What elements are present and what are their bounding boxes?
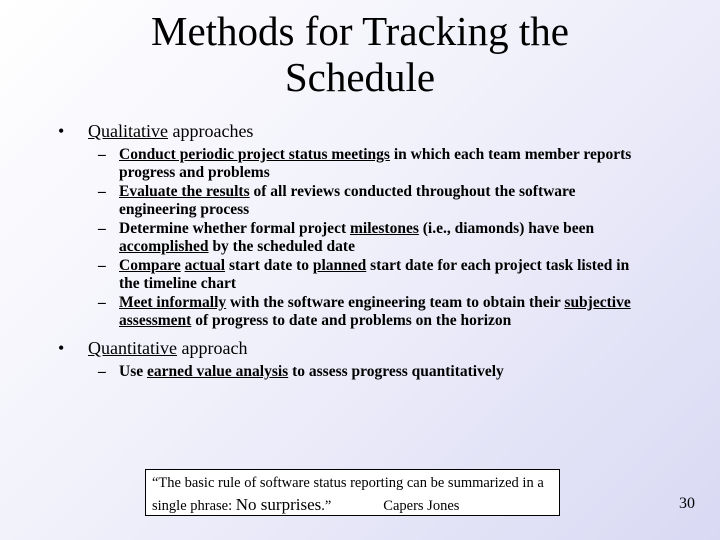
bullet-quantitative-rest: approach — [176, 338, 248, 358]
list-item — [58, 183, 649, 219]
list-item — [58, 363, 649, 381]
list-item-emphasis: planned — [312, 257, 367, 274]
list-item-text: in which each team member reports progress and problems — [119, 146, 632, 181]
bullet-quantitative-label: Quantitative — [88, 338, 177, 358]
list-item-emphasis: subjective assessment — [119, 294, 631, 329]
qualitative-sublist — [58, 146, 658, 330]
list-item-emphasis: milestones — [349, 220, 419, 237]
dash-icon: – — [98, 257, 106, 274]
list-item-text: Use — [119, 363, 147, 380]
list-item-text: start date to — [225, 257, 313, 274]
list-item-text: with the software engineering team to obtain their — [226, 294, 565, 311]
list-item-emphasis: accomplished — [119, 238, 209, 255]
quote-text-end: .” — [321, 498, 332, 514]
bullet-qualitative-rest: approaches — [167, 121, 254, 141]
bullet-quantitative — [58, 337, 658, 359]
list-item-text: Determine whether formal project — [119, 220, 350, 237]
list-item-emphasis: Evaluate the results — [119, 183, 250, 200]
list-item-emphasis: earned value analysis — [146, 363, 289, 380]
list-item-text: by the scheduled date — [208, 238, 355, 255]
quote-box — [145, 469, 560, 516]
slide-body — [58, 120, 658, 382]
dash-icon: – — [98, 294, 106, 311]
quote-text: “The basic rule of software status reporting can be summarized in a single phrase: — [152, 475, 544, 514]
quantitative-sublist — [58, 363, 658, 381]
list-item-text: of all reviews conducted throughout the software engineering process — [119, 183, 576, 218]
list-item — [58, 220, 649, 256]
slide-title-line-2: Schedule — [284, 54, 436, 100]
list-item-emphasis: Meet informally — [119, 294, 227, 311]
list-item — [58, 257, 649, 293]
quote-emphasis: No surprises — [235, 495, 322, 514]
quote-author: Capers Jones — [383, 498, 460, 514]
list-item-text: start date for each project task listed in the timeline chart — [119, 257, 630, 292]
list-item-text: of progress to date and problems on the horizon — [191, 312, 512, 329]
dash-icon: – — [98, 220, 106, 237]
bullet-qualitative-label: Qualitative — [88, 121, 168, 141]
list-item-emphasis: Compare — [119, 257, 181, 274]
bullet-qualitative — [58, 120, 658, 142]
page-number: 30 — [679, 495, 695, 512]
slide-title-line-1: Methods for Tracking the — [151, 8, 569, 54]
list-item-emphasis: Conduct periodic project status meetings — [119, 146, 390, 163]
list-item-emphasis: actual — [184, 257, 226, 274]
dash-icon: – — [98, 183, 106, 200]
slide-title — [0, 8, 720, 100]
dash-icon: – — [98, 363, 106, 380]
dash-icon: – — [98, 146, 106, 163]
bullet-dot-icon: • — [58, 121, 65, 141]
list-item — [58, 294, 649, 330]
list-item — [58, 146, 649, 182]
list-item-text: (i.e., diamonds) have been — [418, 220, 595, 237]
list-item-text: to assess progress quantitatively — [288, 363, 504, 380]
bullet-dot-icon: • — [58, 338, 65, 358]
